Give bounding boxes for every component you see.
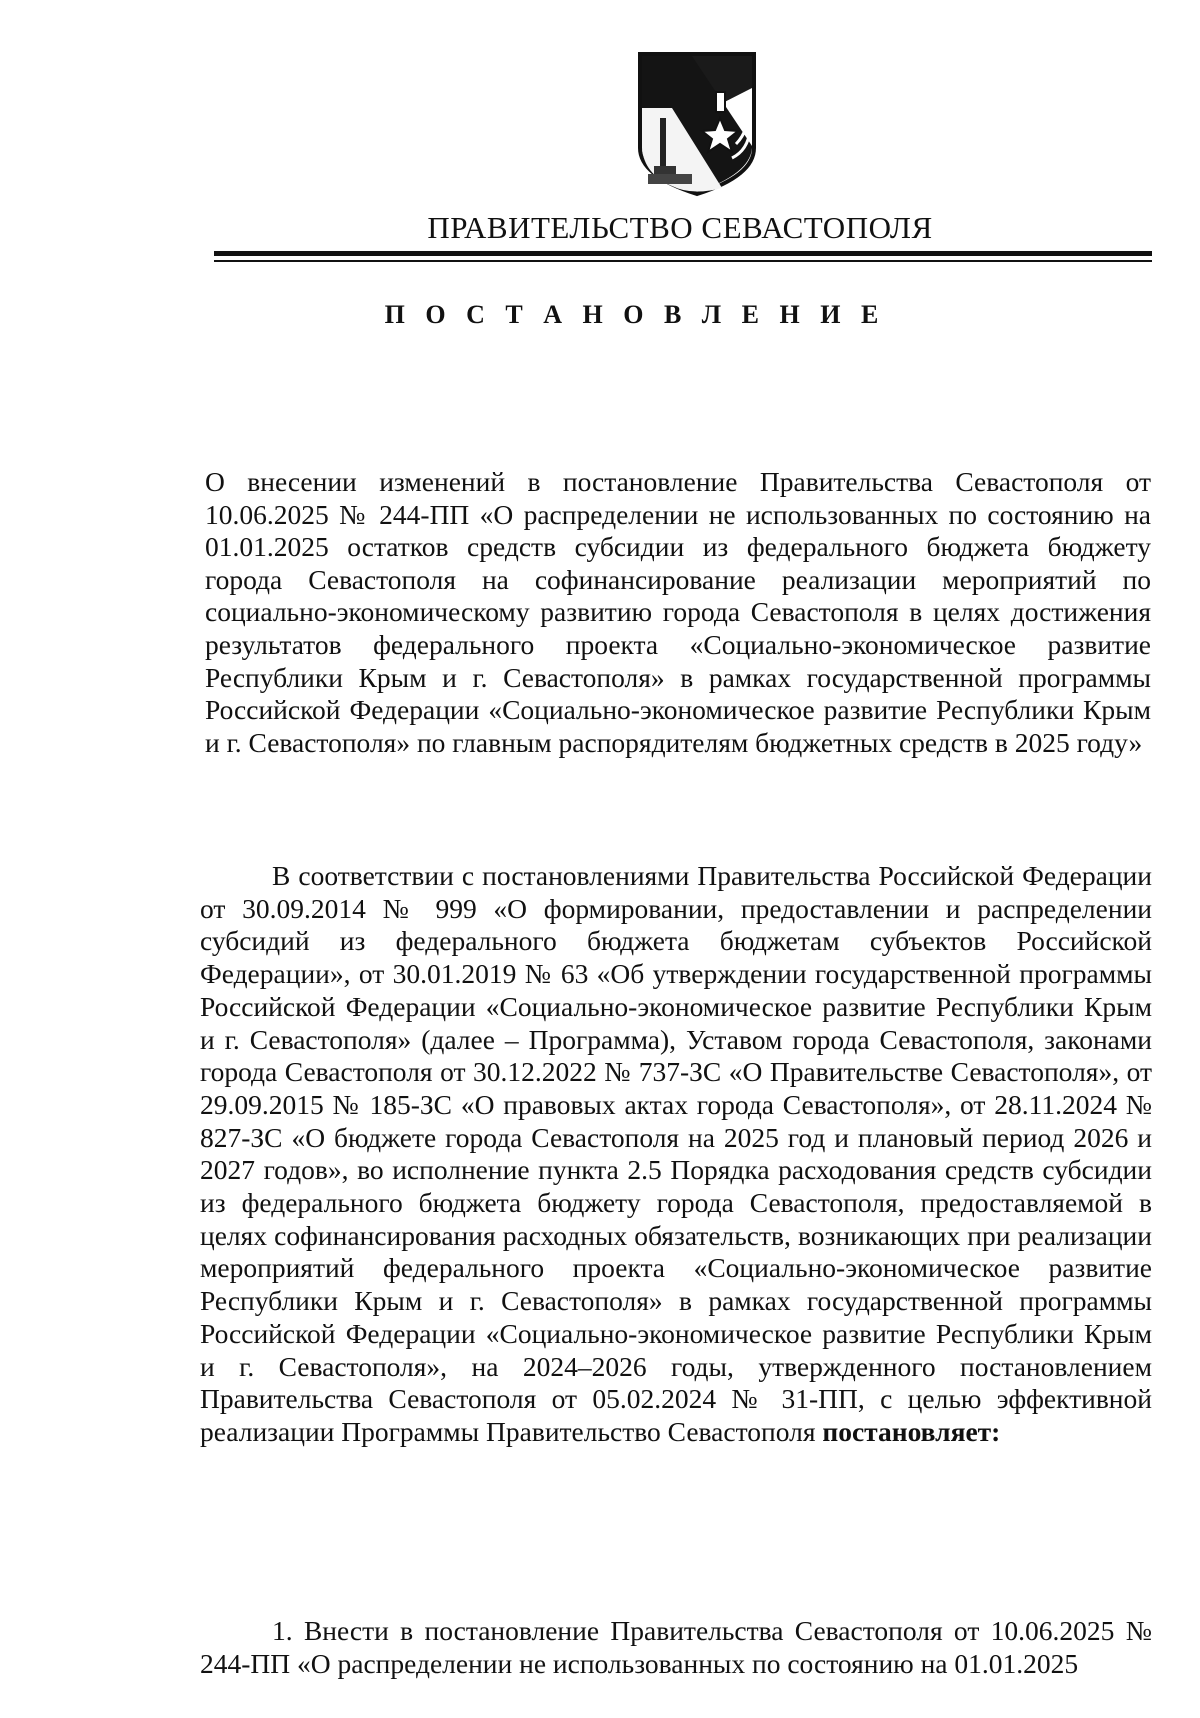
header-rule-thin: [214, 260, 1152, 262]
clause-1: 1. Внести в постановление Правительства Севастополя от 10.06.2025 № 244-ПП «О распределении не использованных по состоянию на 01.01.2025: [200, 1615, 1152, 1679]
coat-of-arms-icon: [632, 48, 762, 198]
header-rule-thick: [214, 251, 1152, 256]
document-type: П О С Т А Н О В Л Е Н И Е: [384, 300, 886, 329]
decree-subject: О внесении изменений в постановление Правительства Севастополя от 10.06.2025 № 244-ПП «О распределении не использованных по состоянию на 01.01.2025 остатков средств субсидии из федерального бюджета бюджету города Севастополя на софинансирование реализации мероприятий по социально-экономическому развитию города Севастополя в целях достижения результатов федерального проекта «Социально-экономическое развитие Республики Крым и г. Севастополя» в рамках государственной программы Российской Федерации «Социально-экономическое развитие Республики Крым и г. Севастополя» по главным распорядителям бюджетных средств в 2025 году»: [205, 466, 1151, 758]
preamble-paragraph: [200, 860, 1152, 1449]
issuing-authority: ПРАВИТЕЛЬСТВО СЕВАСТОПОЛЯ: [427, 210, 933, 245]
preamble-text: В соответствии с постановлениями Правительства Российской Федерации от 30.09.2014 № 999 «О формировании, предоставлении и распределении субсидий из федерального бюджета бюджетам субъектов Российской Федерации», от 30.01.2019 № 63 «Об утверждении государственной программы Российской Федерации «Социально-экономическое развитие Республики Крым и г. Севастополя» (далее – Программа), Уставом города Севастополя, законами города Севастополя от 30.12.2022 № 737-ЗС «О Правительстве Севастополя», от 29.09.2015 № 185-ЗС «О правовых актах города Севастополя», от 28.11.2024 № 827-ЗС «О бюджете города Севастополя на 2025 год и плановый период 2026 и 2027 годов», во исполнение пункта 2.5 Порядка расходования средств субсидии из федерального бюджета бюджету города Севастополя, предоставляемой в целях софинансирования расходных обязательств, возникающих при реализации мероприятий федерального проекта «Социально-экономическое развитие Республики Крым и г. Севастополя» в рамках государственной программы Российской Федерации «Социально-экономическое развитие Республики Крым и г. Севастополя», на 2024–2026 годы, утвержденного постановлением Правительства Севастополя от 05.02.2024 № 31-ПП, с целью эффективной реализации Программы Правительство Севастополя: [200, 860, 1152, 1447]
resolves-verb: постановляет:: [822, 1415, 1001, 1447]
